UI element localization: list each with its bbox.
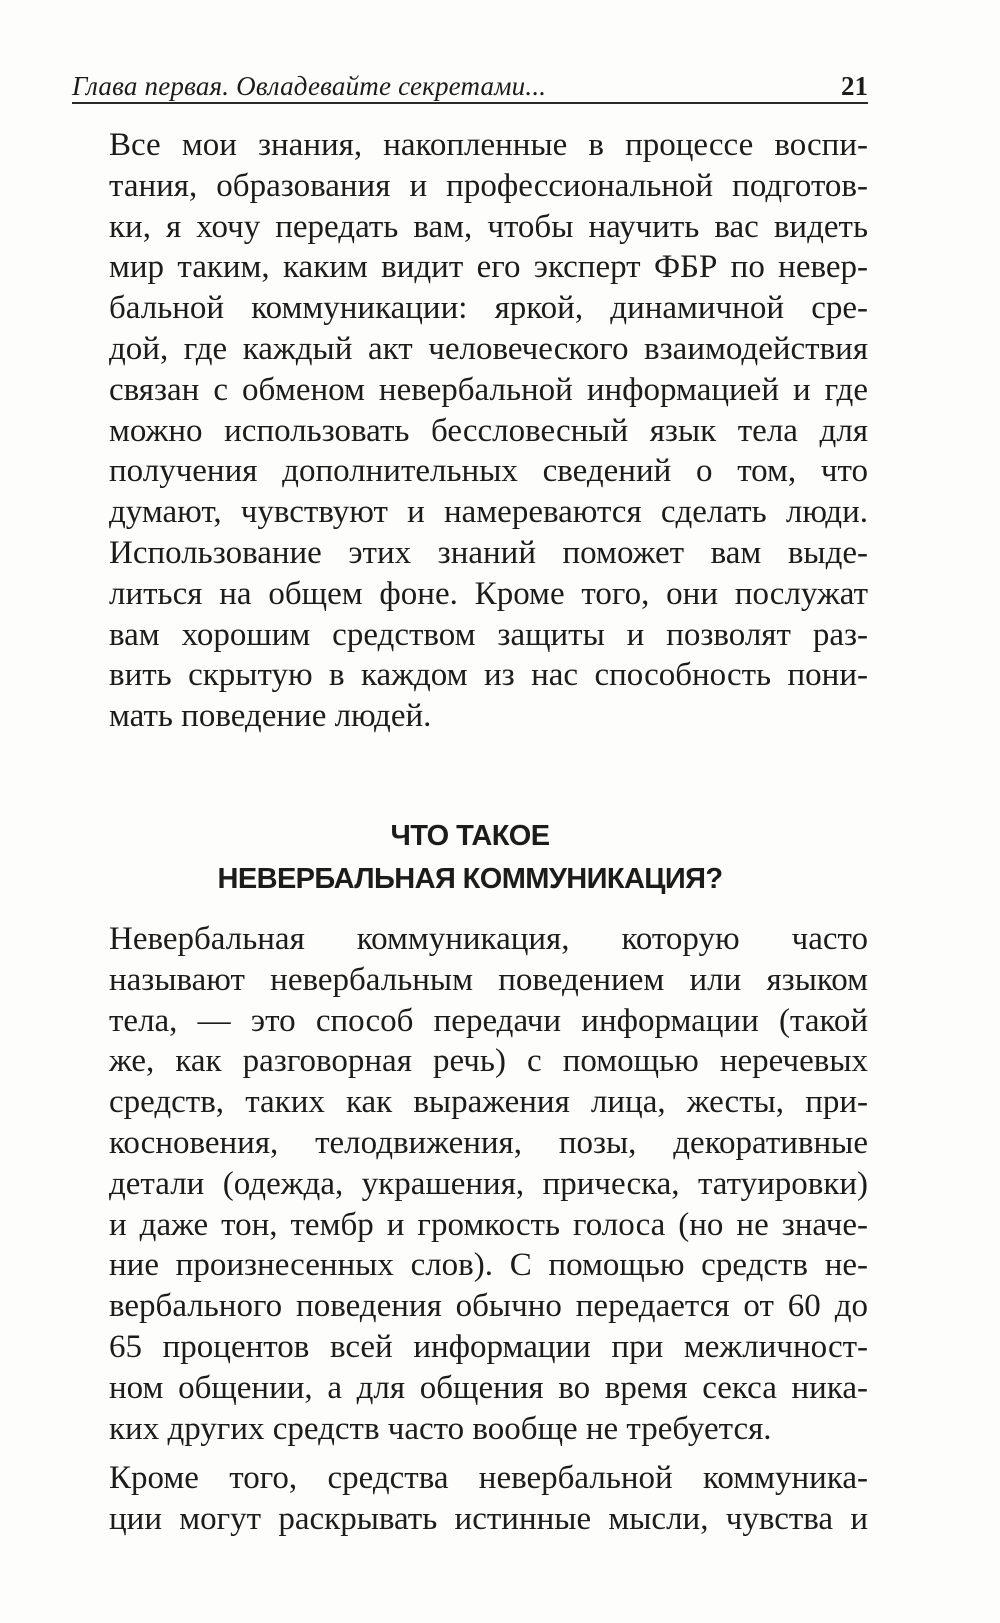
text-line: можно использовать бессловесный язык тела для bbox=[109, 412, 868, 449]
text-line: мать поведение людей. bbox=[109, 698, 432, 735]
text-line: вербального поведения обычно передается от 60 до bbox=[109, 1288, 868, 1325]
page-number: 21 bbox=[841, 71, 868, 101]
page-body bbox=[72, 125, 868, 1540]
text-line: мир таким, каким видит его эксперт ФБР по невер- bbox=[109, 249, 868, 286]
text-line: же, как разговорная речь) с помощью неречевых bbox=[109, 1043, 868, 1080]
text-line: тела, — это способ передачи информации (такой bbox=[109, 1002, 868, 1039]
running-title: Глава первая. Овладевайте секретами... bbox=[72, 71, 547, 101]
text-line: и даже тон, тембр и громкость голоса (но не значе- bbox=[109, 1206, 868, 1243]
text-line: ких других средств часто вообще не требуется. bbox=[109, 1410, 772, 1447]
text-line: вам хорошим средством защиты и позволят раз- bbox=[109, 616, 868, 653]
text-line: бальной коммуникации: яркой, динамичной сре- bbox=[109, 290, 868, 327]
text-line: ции могут раскрывать истинные мысли, чувства и bbox=[109, 1501, 868, 1538]
text-line: тания, образования и профессиональной подготов- bbox=[109, 167, 868, 204]
section-heading-line-1: ЧТО ТАКОЕ bbox=[390, 819, 550, 852]
text-line: думают, чувствуют и намереваются сделать люди. bbox=[109, 494, 868, 531]
text-line: литься на общем фоне. Кроме того, они послужат bbox=[109, 575, 868, 612]
text-line: детали (одежда, украшения, прическа, татуировки) bbox=[109, 1165, 868, 1202]
text-line: называют невербальным поведением или языком bbox=[109, 961, 868, 998]
section-heading-line-2: НЕВЕРБАЛЬНАЯ КОММУНИКАЦИЯ? bbox=[217, 862, 723, 895]
running-header bbox=[72, 66, 868, 104]
text-line: Все мои знания, накопленные в процессе воспи- bbox=[109, 127, 868, 163]
text-line: связан с обменом невербальной информацией и где bbox=[109, 371, 868, 408]
text-line: Использование этих знаний поможет вам выде- bbox=[109, 534, 868, 571]
text-line: получения дополнительных сведений о том, что bbox=[109, 453, 868, 490]
text-line: ном общении, а для общения во время секса ника- bbox=[109, 1369, 868, 1406]
text-line: дой, где каждый акт человеческого взаимодействия bbox=[109, 330, 868, 367]
text-line: ки, я хочу передать вам, чтобы научить вас видеть bbox=[109, 208, 868, 245]
text-line: вить скрытую в каждом из нас способность пони- bbox=[109, 657, 868, 694]
text-line: Кроме того, средства невербальной коммуника- bbox=[109, 1460, 868, 1497]
text-line: средств, таких как выражения лица, жесты, при- bbox=[109, 1084, 868, 1121]
text-line: 65 процентов всей информации при межличност- bbox=[109, 1328, 868, 1365]
section-heading bbox=[72, 815, 868, 901]
text-line: ние произнесенных слов). С помощью средств не- bbox=[109, 1247, 868, 1284]
paragraph-intro bbox=[72, 125, 868, 737]
text-line: косновения, телодвижения, позы, декоративные bbox=[109, 1124, 868, 1161]
paragraph-continuation bbox=[72, 1458, 868, 1540]
text-line: Невербальная коммуникация, которую часто bbox=[109, 920, 868, 957]
paragraph-definition bbox=[72, 919, 868, 1449]
